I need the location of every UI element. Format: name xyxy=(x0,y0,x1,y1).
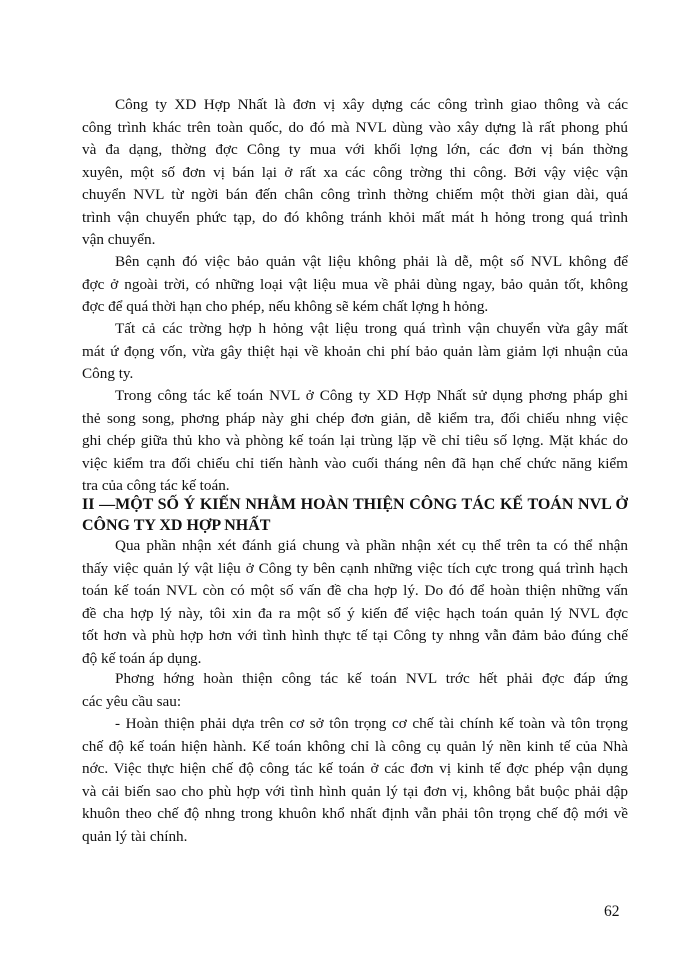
heading-line: II —MỘT SỐ Ý KIẾN NHẰM HOÀN THIỆN CÔNG TÁC KẾ TOÁN NVL Ở xyxy=(82,496,628,513)
text-line: đợc ở ngoài trời, có những loại vật liệu mua về phải dùng ngay, bảo quản tốt, không xyxy=(82,275,628,293)
text-line: công trình khác trên toàn quốc, do đó mà NVL dùng vào xây dựng là rất phong phú xyxy=(82,118,628,136)
text-line: chuyển NVL từ ngời bán đến chân công trình thờng chiếm một thời gian dài, quá xyxy=(82,186,628,203)
paragraph-accounting-method xyxy=(82,385,628,498)
text-line: Trong công tác kế toán NVL ở Công ty XD Hợp Nhất sử dụng phơng pháp ghi xyxy=(115,387,628,404)
text-line: toán kế toán NVL còn có một số vấn đề cha hợp lý. Do đó để hoàn thiện những vấn xyxy=(82,582,628,599)
page-number: 62 xyxy=(604,903,620,920)
text-line: các yêu cầu sau: xyxy=(82,692,182,710)
paragraph-nvl-diversity xyxy=(82,94,628,252)
text-line: khuôn theo chế độ nhng trong khuôn khổ nhất định vẫn phải tôn trọng chế độ mới về xyxy=(82,805,628,822)
text-line: thấy việc quản lý vật liệu ở Công ty bên cạnh những việc tích cực trong quá trình hạch xyxy=(82,559,628,577)
text-line: độ kế toán áp dụng. xyxy=(82,649,202,667)
text-line: xuyên, một số đơn vị bán lại ở rất xa các công trờng thi công. Bởi vậy việc vận xyxy=(82,163,628,181)
text-line: ghi chép giữa thủ kho và phòng kế toán lại trùng lặp về chỉ tiêu số lợng. Mặt khác do xyxy=(82,432,628,449)
text-line: thẻ song song, phơng pháp này ghi chép đơn giản, dễ kiểm tra, đối chiếu nhng việc xyxy=(82,409,628,427)
text-line: - Hoàn thiện phải dựa trên cơ sở tôn trọng cơ chế tài chính kế toàn và tôn trọng xyxy=(115,715,628,732)
section-heading xyxy=(82,494,628,536)
text-line: đợc để quá thời hạn cho phép, nếu không sẽ kém chất lợng h hỏng. xyxy=(82,298,489,315)
text-line: nớc. Việc thực hiện chế độ công tác kế toán ở các đơn vị kinh tế đợc phép vận dụng xyxy=(82,760,628,777)
text-line: Phơng hớng hoàn thiện công tác kế toán NVL trớc hết phải đợc đáp ứng xyxy=(115,670,628,687)
text-line: vận chuyển. xyxy=(82,231,156,248)
text-line: tra của công tác kế toán. xyxy=(82,477,230,494)
paragraph-damage xyxy=(82,318,628,386)
text-line: Công ty XD Hợp Nhất là đơn vị xây dựng các công trình giao thông và các xyxy=(115,96,628,113)
text-line: việc kiểm tra đối chiếu chỉ tiến hành vào cuối tháng nên đã hạn chế chức năng kiểm xyxy=(82,454,628,472)
paragraph-direction xyxy=(82,668,628,713)
text-line: và đa dạng, thờng đợc Công ty mua với khối lợng lớn, các đơn vị bán thờng xyxy=(82,141,628,158)
text-line: mát ứ đọng vốn, vừa gây thiệt hại về khoản chi phí bảo quản làm giảm lợi nhuận của xyxy=(82,342,628,360)
text-line: đề cha hợp lý này, tôi xin đa ra một số ý kiến để việc hạch toán quản lý NVL đợc xyxy=(82,604,628,622)
paragraph-requirements xyxy=(82,713,628,848)
text-line: Tất cả các trờng hợp h hỏng vật liệu trong quá trình vận chuyển vừa gây mất xyxy=(115,320,628,337)
text-line: Qua phần nhận xét đánh giá chung và phần nhận xét cụ thể trên ta có thể nhận xyxy=(115,537,628,554)
paragraph-assessment xyxy=(82,535,628,670)
text-line: trình vận chuyển phức tạp, do đó không tránh khỏi mất mát h hỏng trong quá trình xyxy=(82,208,628,226)
text-line: quản lý tài chính. xyxy=(82,827,188,845)
text-line: chế độ kế toán hiện hành. Kế toán không chỉ là công cụ quản lý nền kinh tế của Nhà xyxy=(82,737,628,755)
text-line: Bên cạnh đó việc bảo quản vật liệu không phải là dễ, một số NVL không để xyxy=(115,253,628,270)
text-line: Công ty. xyxy=(82,365,134,382)
heading-line: CÔNG TY XD HỢP NHẤT xyxy=(82,517,271,534)
text-line: tốt hơn và phù hợp hơn với tình hình thực tế tại Công ty nhng vẫn đảm bảo đúng chế xyxy=(82,627,628,644)
text-line: và cải biến sao cho phù hợp với tình hình quản lý tại đơn vị, không bắt buộc phải dập xyxy=(82,782,628,800)
paragraph-storage xyxy=(82,251,628,319)
